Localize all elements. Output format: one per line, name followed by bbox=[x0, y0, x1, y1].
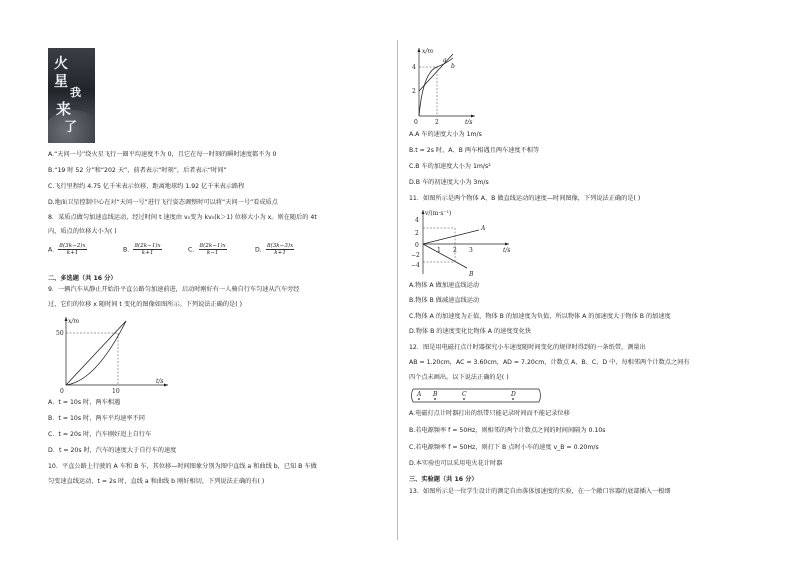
tape-point-d: D bbox=[511, 391, 516, 398]
q11-tick-x2: 2 bbox=[453, 247, 457, 254]
q8-stem-line1: 8．某质点做匀加速直线运动，经过时间 t 速度由 v₀变为 kv₀(k＞1) 位移大小为 x。则在随后的 4t bbox=[48, 214, 317, 221]
q11-stem: 11．如图所示是两个物体 A、B 做直线运动的速度—时间图像，下列说法正确的是( ) bbox=[409, 195, 641, 202]
poster-text: 火 bbox=[54, 56, 68, 72]
q11-tick-x1: 1 bbox=[437, 247, 441, 254]
q12-option-d: D.本实验也可以采用电火花计时器 bbox=[409, 460, 503, 467]
q13-stem: 13．如图所示是一位学生设计的测定自由落体加速度的实验，在一个敞口容器的底部插入一根细 bbox=[409, 488, 671, 495]
q11-graph-xlabel: t/s bbox=[503, 247, 511, 254]
q12-stem-line2: AB = 1.20cm，AC = 3.60cm，AD = 7.20cm，计数点 A、B、C、D 中，每相邻两个计数点之间有 bbox=[409, 359, 690, 366]
q11-tick-0: 0 bbox=[415, 242, 419, 249]
q9-graph-xlabel: t/s bbox=[156, 378, 164, 385]
q10-tick-x2: 2 bbox=[435, 119, 439, 124]
q12-option-c: C.若电源频率 f = 50Hz，则打下 B 点时小车的速度 v_B = 0.20m/s bbox=[409, 444, 599, 451]
q10-graph-xlabel: t/s bbox=[465, 119, 473, 124]
q11-tick-m4: −4 bbox=[411, 262, 420, 269]
q10-xt-graph bbox=[409, 44, 479, 124]
q8-option-b: B． $\frac{8(2k-1)x}{k+1}$ bbox=[123, 243, 161, 257]
mars-poster-image: 火 星 我 来 了 bbox=[48, 48, 95, 143]
q10-option-b: B.t = 2s 时，A、B 两车相遇且两车速度不相等 bbox=[409, 147, 540, 154]
q11-label-B: B bbox=[469, 271, 474, 278]
q12-stem-line1: 12．图是用电磁打点计时器探究小车速度随时间变化的规律时得到的一条纸带，测量出 bbox=[409, 344, 646, 351]
tape-point-b: B bbox=[433, 391, 438, 398]
q7-option-b: B.“19 时 52 分”和“202 天”，前者表示“时刻”，后者表示“时间” bbox=[48, 167, 227, 174]
tape-point-a: A bbox=[417, 391, 422, 398]
q11-option-d: D.物体 B 的速度变化比物体 A 的速度变化快 bbox=[409, 328, 532, 335]
q10-tick-y2: 2 bbox=[412, 88, 416, 95]
q10-graph-ylabel: x/m bbox=[422, 48, 434, 55]
q9-option-c: C．t = 20s 时，汽车刚好追上自行车 bbox=[48, 431, 152, 438]
q10-tick-origin: 0 bbox=[414, 119, 418, 124]
bicycle-line bbox=[66, 321, 126, 385]
q8-option-d: D． $\frac{8(3k-3)x}{k+1}$ bbox=[255, 243, 294, 257]
section-multiple-choice: 二、多选题（共 16 分） bbox=[48, 275, 117, 282]
q10-option-d: D.B 车的初速度大小为 3m/s bbox=[409, 179, 489, 186]
q9-option-d: D．t = 20s 时，汽车的速度大于自行车的速度 bbox=[48, 447, 177, 454]
q10-stem-line1: 10．平直公路上行驶的 A 车和 B 车，其位移—时间图象分别为图中直线 a 和曲线 b，已知 B 车做 bbox=[48, 463, 317, 470]
tape-point-c: C bbox=[462, 391, 467, 398]
q8-option-a: A． $\frac{8(3k-2)x}{k+1}$ bbox=[48, 243, 86, 257]
q9-tick-origin: 0 bbox=[60, 388, 64, 393]
q8-option-c: C． $\frac{8(2k-1)x}{k-1}$ bbox=[188, 243, 226, 257]
q9-stem-line2: 过，它们的位移 x 随时间 t 变化的图像如图所示。下列说法正确的是( ) bbox=[48, 301, 242, 308]
column-divider bbox=[397, 40, 398, 540]
q12-option-a: A.电磁打点计时器打出的纸带只能记录时间而不能记录位移 bbox=[409, 410, 570, 417]
q11-tick-2: 2 bbox=[415, 230, 419, 237]
q10-option-a: A.A 车的速度大小为 1m/s bbox=[409, 131, 482, 138]
q8-stem-line2: 内，质点的位移大小为( ) bbox=[48, 228, 117, 235]
q10-option-c: C.B 车的加速度大小为 1m/s² bbox=[409, 163, 491, 170]
q10-label-b: b bbox=[451, 63, 455, 70]
q11-tick-x3: 3 bbox=[469, 247, 473, 254]
q11-option-b: B.物体 B 做减速直线运动 bbox=[409, 297, 480, 304]
q11-tick-m2: −2 bbox=[411, 252, 420, 259]
q11-option-a: A.物体 A 做加速直线运动 bbox=[409, 282, 479, 289]
q11-vt-graph bbox=[409, 206, 519, 278]
q12-option-b: B.若电源频率 f = 50Hz，则相邻的两个计数点之间的时间间隔为 0.10s bbox=[409, 427, 606, 434]
section-experiment: 三、实验题（共 16 分） bbox=[409, 476, 478, 483]
q9-tick-50: 50 bbox=[56, 330, 64, 337]
q9-option-a: A．t = 10s 时，两车相遇 bbox=[48, 399, 121, 406]
q11-label-A: A bbox=[481, 225, 486, 232]
q11-graph-ylabel: v/(m·s⁻¹) bbox=[425, 210, 452, 217]
curve-b bbox=[419, 58, 453, 116]
q7-option-a: A.“天问一号”绕火星飞行一圈平均速度不为 0，且它在每一时刻的瞬时速度都不为 0 bbox=[48, 151, 277, 158]
q9-option-b: B．t = 10s 时，两车平均速率不同 bbox=[48, 415, 145, 422]
q11-option-c: C.物体 A 的加速度为正值，物体 B 的加速度为负值，所以物体 A 的加速度大于物体 B 的加速度 bbox=[409, 313, 671, 320]
q9-tick-10: 10 bbox=[112, 388, 120, 393]
line-B bbox=[423, 244, 467, 268]
line-A bbox=[423, 230, 479, 244]
q7-option-c: C.飞行里程约 4.75 亿千米表示位移，距离地球约 1.92 亿千米表示路程 bbox=[48, 183, 245, 190]
q10-tick-y4: 4 bbox=[412, 64, 416, 71]
q10-stem-line2: 匀变速直线运动，t = 2s 时，直线 a 和曲线 b 刚好相切，下列说法正确的有( ) bbox=[48, 478, 265, 485]
q9-xt-graph bbox=[56, 313, 176, 393]
q12-stem-line3: 四个点未画出。以下说法正确的是( ) bbox=[409, 374, 509, 381]
q9-graph-ylabel: x/m bbox=[68, 318, 80, 325]
q12-paper-tape bbox=[409, 386, 544, 406]
q7-option-d: D.地面卫星控制中心在对“天问一号”进行飞行姿态调整时可以将“天问一号”看成质点 bbox=[48, 199, 278, 206]
q10-label-a: a bbox=[443, 57, 447, 64]
q9-stem-line1: 9．一辆汽车从静止开始沿平直公路匀加速前进，启动时刚好有一人骑自行车匀速从汽车旁经 bbox=[48, 286, 300, 293]
q11-tick-4: 4 bbox=[415, 217, 419, 224]
